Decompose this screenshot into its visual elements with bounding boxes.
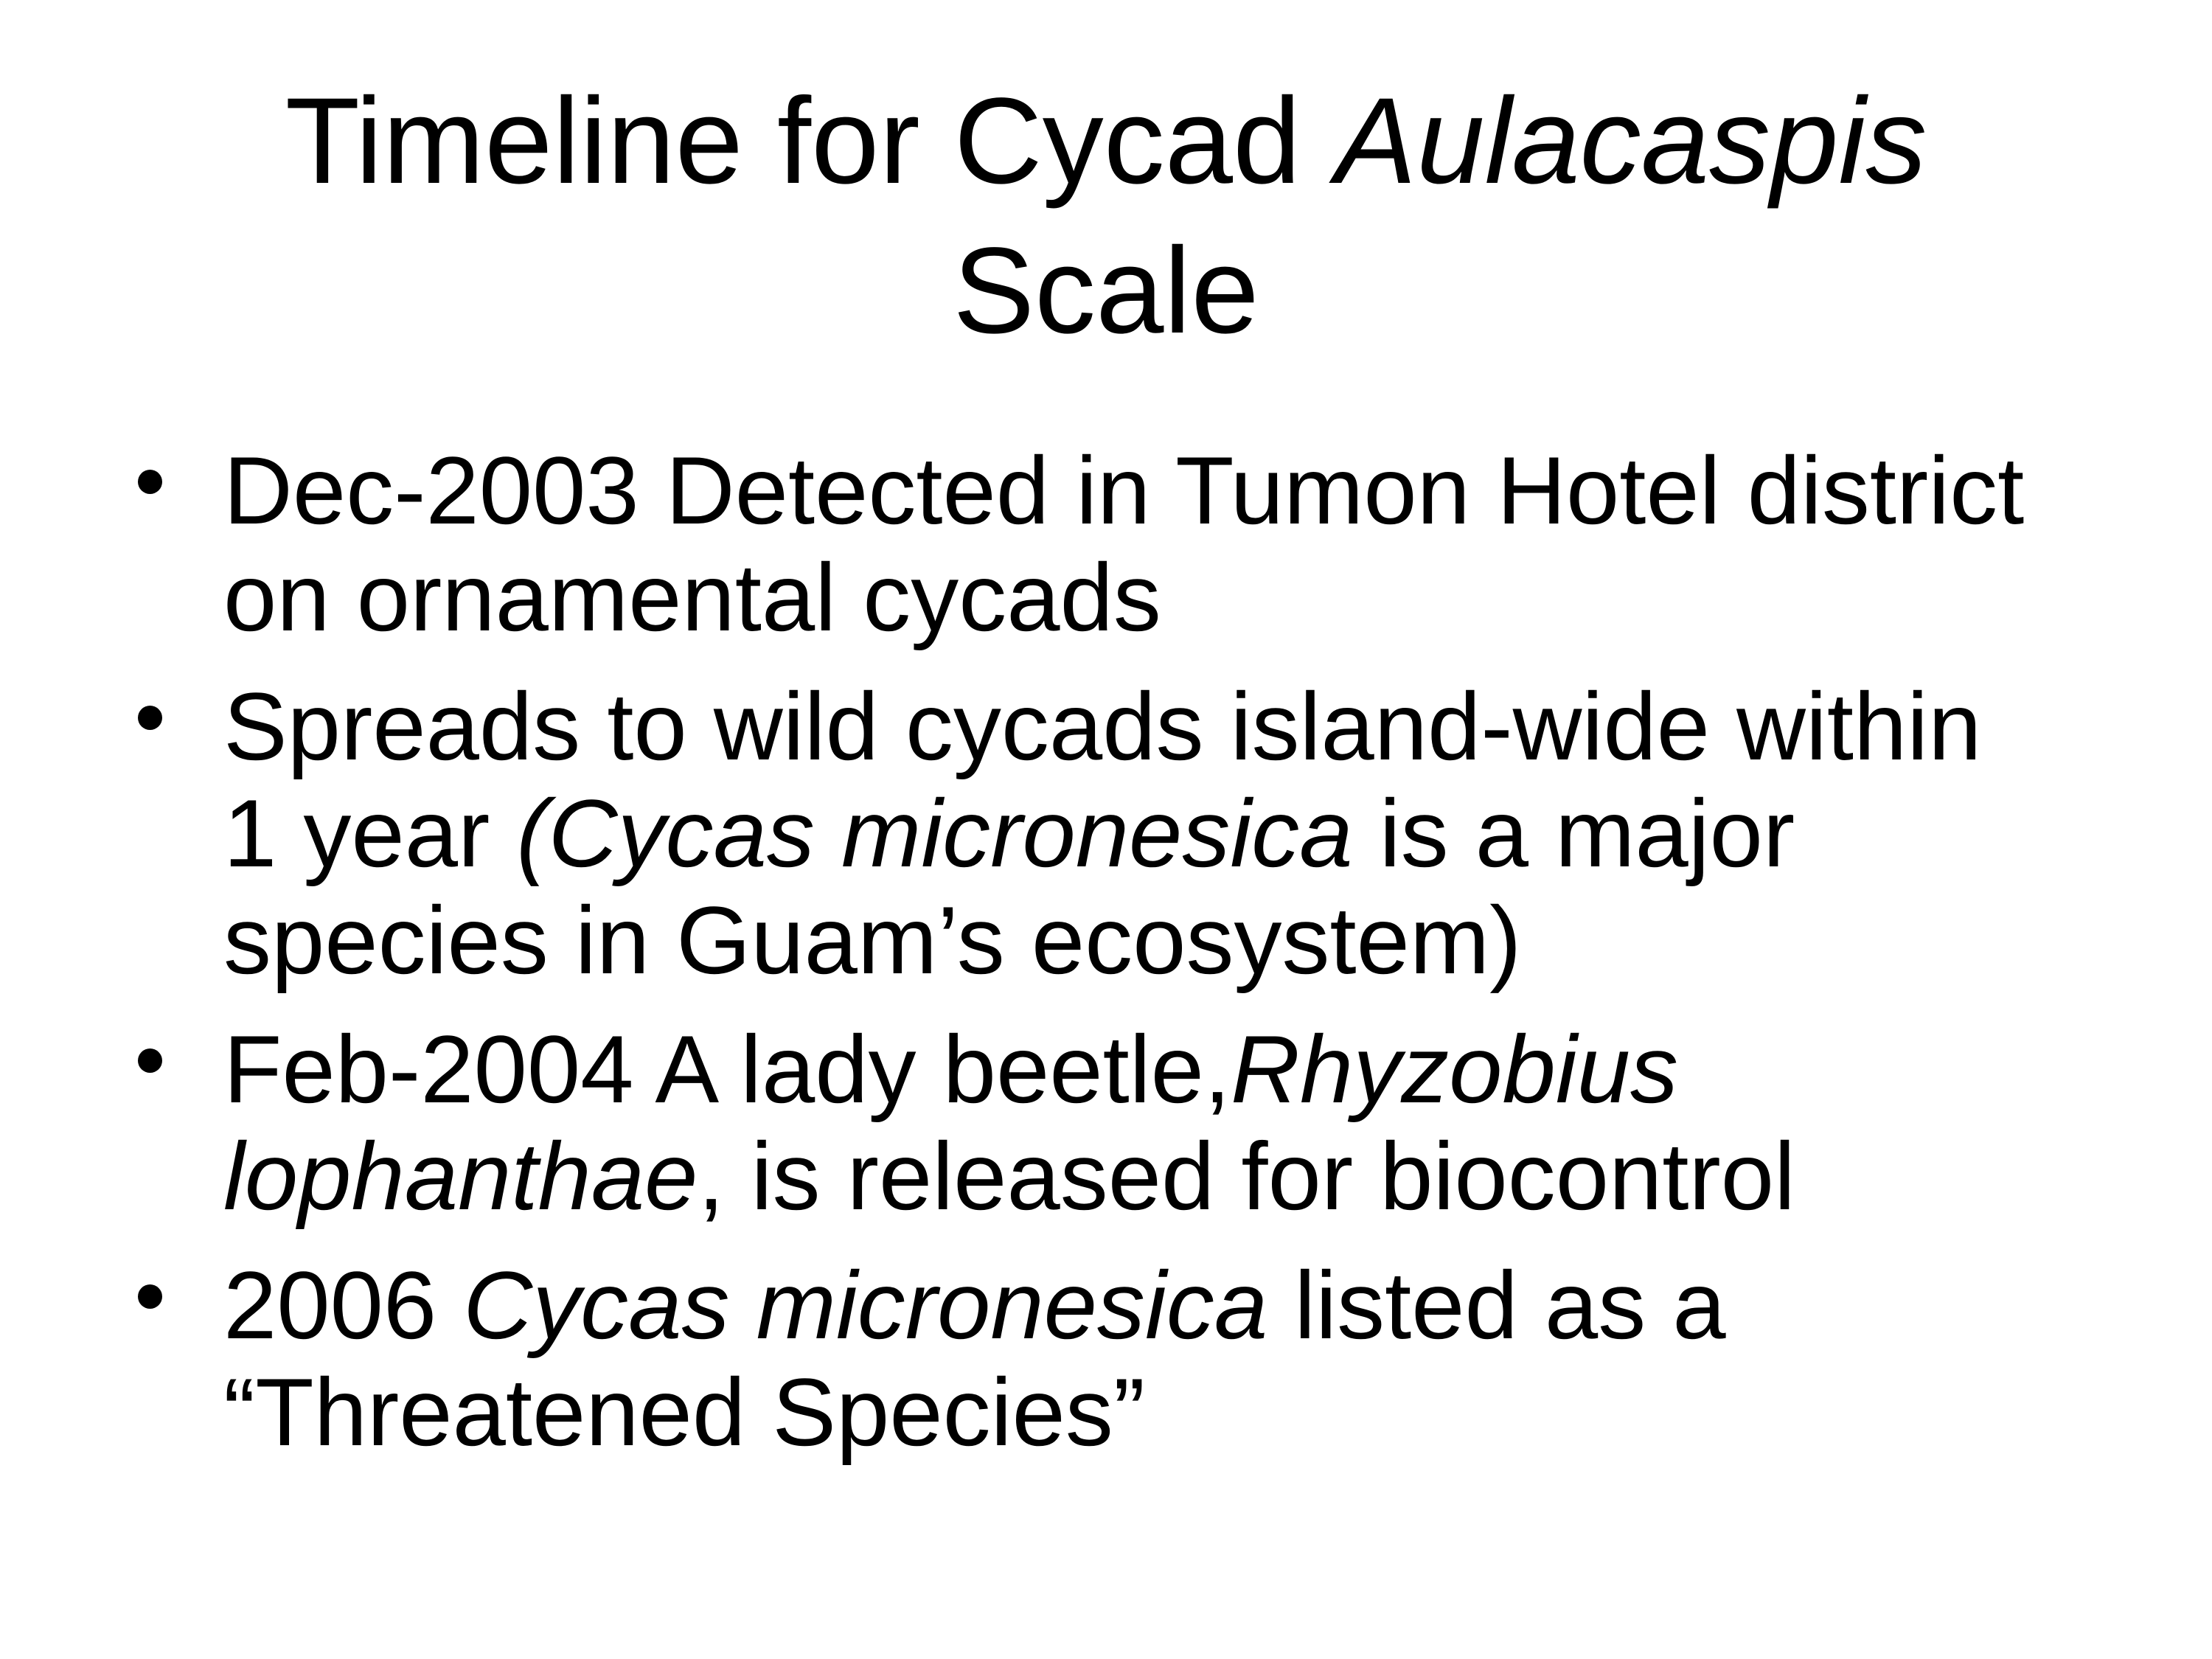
- text-line: [199, 66, 2013, 216]
- bullet-text: [223, 437, 2101, 651]
- bullet-item: [138, 1016, 2101, 1230]
- bullet-text: [223, 1016, 2101, 1230]
- italic-text-run: Aulacaspis: [1335, 73, 1927, 209]
- text-run: , is released for biocontrol: [698, 1122, 1795, 1230]
- bullet-marker-icon: [138, 706, 162, 730]
- bullet-item: [138, 437, 2101, 651]
- bullet-item: [138, 1252, 2101, 1466]
- bullet-text: [223, 673, 2101, 994]
- text-run: 1 year: [223, 779, 517, 887]
- text-run: Scale: [953, 223, 1259, 359]
- text-line: [223, 780, 2101, 887]
- text-run: is a major: [1352, 779, 1795, 887]
- italic-text-run: (Cycas micronesica: [516, 779, 1353, 887]
- text-line: [223, 1359, 2101, 1466]
- text-line: [223, 887, 2101, 994]
- text-run: on ornamental cycads: [223, 543, 1161, 651]
- text-line: [223, 1016, 2101, 1123]
- text-run: Timeline for Cycad: [285, 73, 1335, 209]
- text-run: “Threatened Species”: [223, 1358, 1146, 1466]
- text-line: [223, 1123, 2101, 1230]
- text-run: listed as a: [1267, 1251, 1726, 1359]
- bullet-marker-icon: [138, 1048, 162, 1073]
- text-line: [223, 437, 2101, 544]
- italic-text-run: Rhyzobius: [1231, 1015, 1678, 1123]
- text-run: species in Guam’s ecosystem): [223, 886, 1522, 994]
- text-line: [223, 1252, 2101, 1359]
- bullet-list: [138, 437, 2101, 1466]
- slide-title: [199, 66, 2013, 366]
- text-line: [223, 673, 2101, 780]
- text-line: [199, 216, 2013, 366]
- text-run: Feb-2004 A lady beetle,: [223, 1015, 1231, 1123]
- text-run: 2006: [223, 1251, 464, 1359]
- text-line: [223, 544, 2101, 651]
- text-run: Dec-2003 Detected in Tumon Hotel district: [223, 437, 2025, 544]
- italic-text-run: lophanthae: [223, 1122, 698, 1230]
- bullet-text: [223, 1252, 2101, 1466]
- text-run: Spreads to wild cycads island-wide within: [223, 672, 1982, 780]
- bullet-marker-icon: [138, 1284, 162, 1309]
- italic-text-run: Cycas micronesica: [463, 1251, 1268, 1359]
- bullet-marker-icon: [138, 470, 162, 494]
- bullet-item: [138, 673, 2101, 994]
